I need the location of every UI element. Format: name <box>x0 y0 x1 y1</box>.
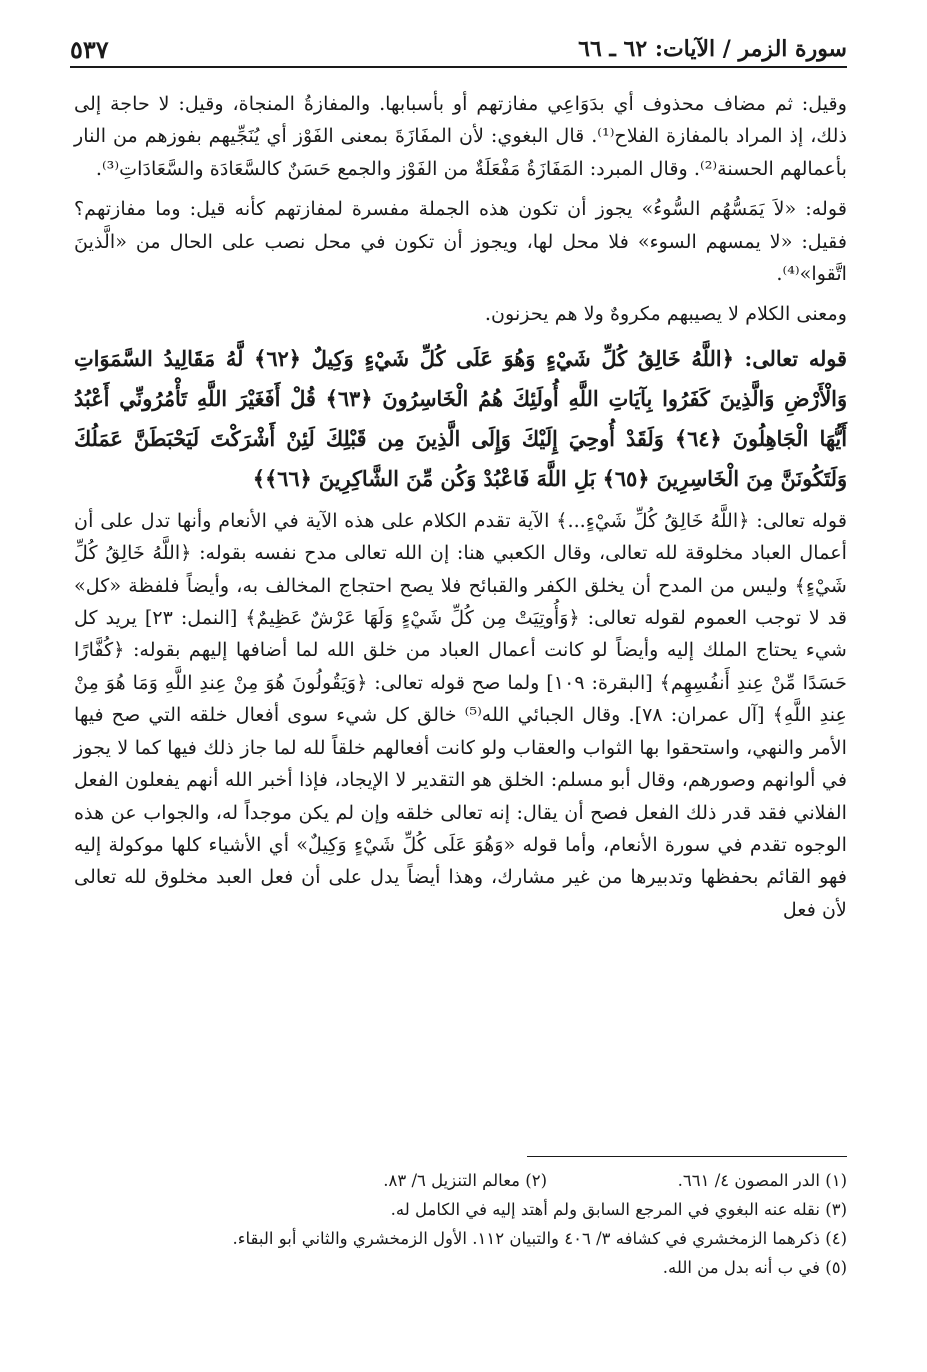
footnote-3: (٣) نقله عنه البغوي في المرجع السابق ولم أهتد إليه في الكامل له. <box>390 1200 847 1219</box>
footnote-4: (٤) ذكرهما الزمخشري في كشافه ٣/ ٤٠٦ والتبيان ١١٢. الأول الزمخشري والثاني أبو البقاء. <box>232 1229 847 1248</box>
footnotes <box>74 1166 847 1282</box>
paragraph-mafaza: وقيل: ثم مضاف محذوف أي بدَوَاعِي مفازتهم أو بأسبابها. والمفازةُ المنجاة، وقيل: لا حاجة إلى ذلك، إذ المراد بالمفازة الفلاح⁽¹⁾. قال البغوي: لأن المفَازَةَ بمعنى الفَوْز أي يُنَجِّيهم بفوزهم من النار بأعمالهم الحسنة⁽²⁾. وقال المبرد: المَفَازَةُ مَفْعَلَةٌ من الفَوْز والجمع حَسَنٌ كالسَّعَادَة والسَّعَادَاتِ⁽³⁾. <box>74 92 847 180</box>
footnote-separator <box>527 1156 847 1157</box>
footnote-2: (٢) معالم التنزيل ٦/ ٨٣. <box>383 1171 547 1190</box>
paragraph-la-yamassuhum: قوله: «لاَ يَمَسُّهُم السُّوءُ» يجوز أن تكون هذه الجملة مفسرة لمفازتهم كأنه قيل: وما مفازتهم؟ فقيل: «لا يمسهم السوء» فلا محل لها، ويجوز أن تكون في محل نصب على الحال من «الَّذينَ اتَّقوا»⁽⁴⁾. <box>74 197 847 286</box>
page-number: ٥٣٧ <box>70 35 109 64</box>
main-text <box>74 88 847 934</box>
footnote-5: (٥) في ب أنه بدل من الله. <box>662 1258 847 1277</box>
surah-title: سورة الزمر / الآيات: ٦٢ ـ ٦٦ <box>578 36 847 62</box>
footnote-1: (١) الدر المصون ٤/ ٦٦١. <box>677 1171 847 1190</box>
running-header <box>70 30 847 68</box>
paragraph-commentary: قوله تعالى: ﴿اللَّهُ خَالِقُ كُلِّ شَيْءٍ...﴾ الآية تقدم الكلام على هذه الآية في الأنعام وأنها تدل على أن أعمال العباد مخلوقة لله تعالى، وقال الكعبي هنا: إن الله تعالى مدح نفسه بقوله: ﴿اللَّهُ خَالِقُ كُلِّ شَيْءٍ﴾ وليس من المدح أن يخلق الكفر والقبائح فلا يصح احتجاج المخالف به، وأيضاً فلفظة «كل» قد لا توجب العموم لقوله تعالى: ﴿وَأُوتِيَتْ مِن كُلِّ شَيْءٍ وَلَهَا عَرْشٌ عَظِيمٌ﴾ [النمل: ٢٣] يريد كل شيء يحتاج الملك إليه وأيضاً لو كانت أعمال العباد من خلق الله لما أضافها إليهم بقوله: ﴿كُفَّارًا حَسَدًا مِّنْ عِندِ أَنفُسِهِم﴾ [البقرة: ١٠٩] ولما صح قوله تعالى: ﴿وَيَقُولُونَ هُوَ مِنْ عِندِ اللَّهِ وَمَا هُوَ مِنْ عِندِ اللَّهِ﴾ [آل عمران: ٧٨]. وقال الجبائي الله⁽⁵⁾ خالق كل شيء سوى أفعال خلقه التي صح فيها الأمر والنهي، واستحقوا بها الثواب والعقاب ولو كانت أفعالهم خلقاً لله لما جاز ذلك فيها كما لا يجوز في ألوانهم وصورهم، وقال أبو مسلم: الخلق هو التقدير لا الإيجاد، فإذا أخبر الله أنهم يفعلون الفعل الفلاني فقد قدر ذلك الفعل فصح أن يقال: إنه تعالى خلقه وإن لم يكن موجداً له، والجواب عن هذه الوجوه تقدم في سورة الأنعام، وأما قوله «وَهُوَ عَلَى كُلِّ شَيْءٍ وَكِيلٌ» أي الأشياء كلها موكولة إليه فهو القائم بحفظها وتدبيرها من غير مشارك، وهذا أيضاً يدل على أن فعل العبد مخلوق لله تعالى لأن فعل <box>74 508 848 921</box>
paragraph-meaning: ومعنى الكلام لا يصيبهم مكروهٌ ولا هم يحزنون. <box>484 302 847 326</box>
quran-verses-62-66: قوله تعالى: ﴿اللَّهُ خَالِقُ كُلِّ شَيْءٍ وَهُوَ عَلَى كُلِّ شَيْءٍ وَكِيلٌ ﴿٦٢﴾ لَّهُ مَقَالِيدُ السَّمَوَاتِ وَالْأَرْضِ وَالَّذِينَ كَفَرُوا بِآيَاتِ اللَّهِ أُولَئِكَ هُمُ الْخَاسِرُونَ ﴿٦٣﴾ قُلْ أَفَغَيْرَ اللَّهِ تَأْمُرُونِّي أَعْبُدُ أَيُّهَا الْجَاهِلُونَ ﴿٦٤﴾ وَلَقَدْ أُوحِيَ إِلَيْكَ وَإِلَى الَّذِينَ مِن قَبْلِكَ لَئِنْ أَشْرَكْتَ لَيَحْبَطَنَّ عَمَلُكَ وَلَتَكُونَنَّ مِنَ الْخَاسِرِينَ ﴿٦٥﴾ بَلِ اللَّهَ فَاعْبُدْ وَكُن مِّنَ الشَّاكِرِينَ ﴿٦٦﴾﴾ <box>74 345 848 491</box>
footnote-row-1-2 <box>74 1166 847 1195</box>
